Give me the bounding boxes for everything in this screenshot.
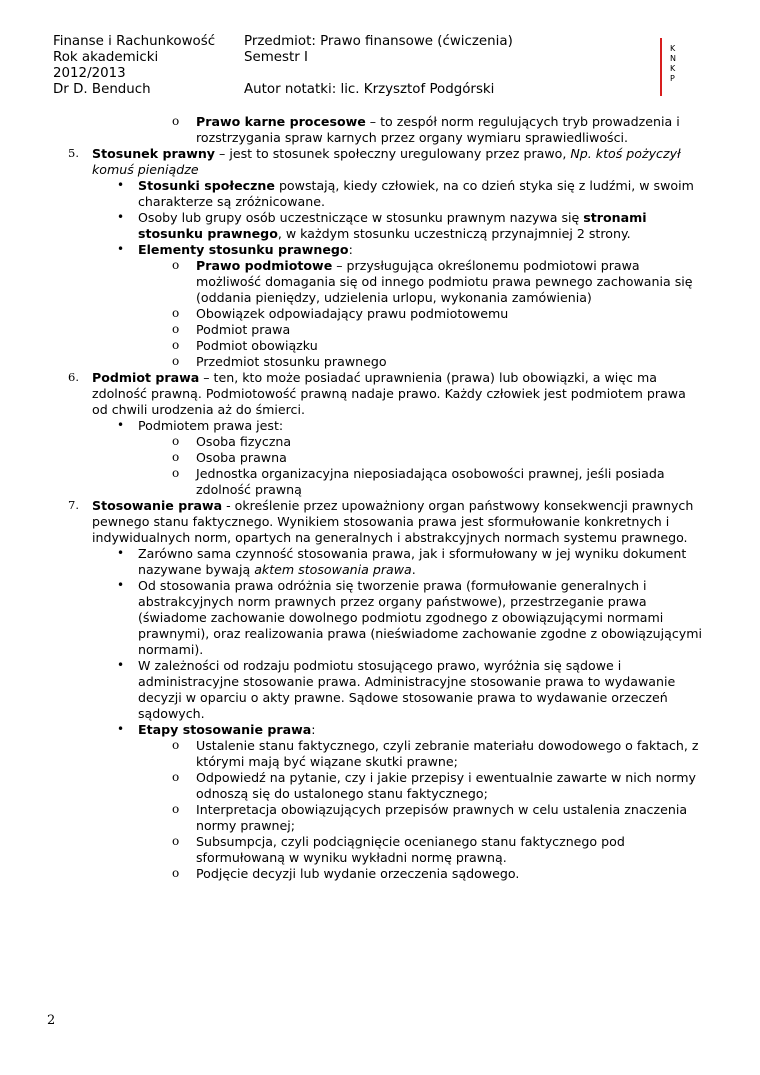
list-item: Jednostka organizacyjna nieposiadająca osobowości prawnej, jeśli posiada bbox=[196, 466, 665, 481]
list-item: Stosunki społeczne powstają, kiedy człowiek, na co dzień styka się z ludźmi, w swoim bbox=[138, 178, 694, 193]
section-continuation: od chwili urodzenia aż do śmierci. bbox=[92, 402, 305, 417]
list-item: Odpowiedź na pytanie, czy i jakie przepisy i ewentualnie zawarte w nich normy bbox=[196, 770, 697, 785]
list-item-continuation: odnoszą się do ustalonego stanu faktycznego; bbox=[196, 786, 488, 801]
bullet-marker: • bbox=[117, 722, 125, 736]
circle-marker: o bbox=[172, 354, 180, 368]
section-continuation: zdolność prawną. Podmiotowość prawną nadaje prawo. Każdy człowiek jest podmiotem prawa bbox=[92, 386, 686, 401]
knkp-logo: K N K P bbox=[670, 44, 676, 83]
list-item-continuation: (oddania pieniędzy, udzielenia urlopu, wykonania zamówienia) bbox=[196, 290, 592, 305]
list-item-continuation: stosunku prawnego, w każdym stosunku uczestniczą przynajmniej 2 strony. bbox=[138, 226, 631, 241]
list-item: Etapy stosowanie prawa: bbox=[138, 722, 316, 737]
bullet-marker: • bbox=[117, 658, 125, 672]
list-item: Osoby lub grupy osób uczestniczące w stosunku prawnym nazywa się stronami bbox=[138, 210, 647, 225]
list-item-continuation: nazywane bywają aktem stosowania prawa. bbox=[138, 562, 416, 577]
list-item-continuation: zdolność prawną bbox=[196, 482, 302, 497]
circle-marker: o bbox=[172, 738, 180, 752]
list-item: Osoba prawna bbox=[196, 450, 287, 465]
list-item: Interpretacja obowiązujących przepisów prawnych w celu ustalenia znaczenia bbox=[196, 802, 688, 817]
list-item: W zależności od rodzaju podmiotu stosującego prawo, wyróżnia się sądowe i bbox=[138, 658, 622, 673]
list-item-continuation: administracyjne stosowanie prawa. Administracyjne stosowanie prawa to wydawanie bbox=[138, 674, 676, 689]
section-example-continuation: komuś pieniądze bbox=[92, 162, 199, 177]
section-number: 5. bbox=[68, 146, 79, 160]
section-stosowanie-prawa: Stosowanie prawa - określenie przez upoważniony organ państwowy konsekwencji prawnych bbox=[92, 498, 694, 513]
circle-marker: o bbox=[172, 306, 180, 320]
header-academic-year: 2012/2013 bbox=[53, 66, 126, 81]
circle-marker: o bbox=[172, 322, 180, 336]
section-podmiot-prawa: Podmiot prawa – ten, kto może posiadać uprawnienia (prawa) lub obowiązki, a więc ma bbox=[92, 370, 657, 385]
list-item: Subsumpcja, czyli podciągnięcie ocenianego stanu faktycznego pod bbox=[196, 834, 625, 849]
list-item: Od stosowania prawa odróżnia się tworzenie prawa (formułowanie generalnych i bbox=[138, 578, 647, 593]
list-item: Zarówno sama czynność stosowania prawa, jak i sformułowany w jej wyniku dokument bbox=[138, 546, 687, 561]
list-item: Obowiązek odpowiadający prawu podmiotowemu bbox=[196, 306, 509, 321]
bullet-marker: • bbox=[117, 210, 125, 224]
list-item-continuation: normami). bbox=[138, 642, 204, 657]
circle-marker: o bbox=[172, 338, 180, 352]
circle-marker: o bbox=[172, 114, 180, 128]
list-item-continuation: sformułowaną w wyniku wykładni normę prawną. bbox=[196, 850, 507, 865]
header-subject: Przedmiot: Prawo finansowe (ćwiczenia) bbox=[244, 34, 513, 49]
list-item: Ustalenie stanu faktycznego, czyli zebranie materiału dowodowego o faktach, z bbox=[196, 738, 699, 753]
circle-marker: o bbox=[172, 866, 180, 880]
circle-marker: o bbox=[172, 434, 180, 448]
list-item: Elementy stosunku prawnego: bbox=[138, 242, 353, 257]
list-item-continuation: sądowych. bbox=[138, 706, 205, 721]
list-item-continuation: możliwość domagania się od innego podmiotu prawa pewnego zachowania się bbox=[196, 274, 693, 289]
list-item: Podmiotem prawa jest: bbox=[138, 418, 284, 433]
circle-marker: o bbox=[172, 802, 180, 816]
section-continuation: pewnego stanu faktycznego. Wynikiem stosowania prawa jest sformułowanie konkretnych i bbox=[92, 514, 670, 529]
list-item: Osoba fizyczna bbox=[196, 434, 292, 449]
list-item: Podmiot obowiązku bbox=[196, 338, 318, 353]
header-faculty: Finanse i Rachunkowość bbox=[53, 34, 216, 49]
list-item-continuation: normy prawnej; bbox=[196, 818, 296, 833]
section-number: 7. bbox=[68, 498, 79, 512]
circle-marker: o bbox=[172, 770, 180, 784]
list-item: Podjęcie decyzji lub wydanie orzeczenia sądowego. bbox=[196, 866, 520, 881]
list-item-continuation: prawnymi), oraz realizowania prawa (nieświadome zachowanie zgodne z obowiązującymi bbox=[138, 626, 702, 641]
list-item: Podmiot prawa bbox=[196, 322, 291, 337]
list-item-continuation: charakterze są zróżnicowane. bbox=[138, 194, 326, 209]
circle-marker: o bbox=[172, 450, 180, 464]
circle-marker: o bbox=[172, 258, 180, 272]
bullet-marker: • bbox=[117, 546, 125, 560]
page-number: 2 bbox=[47, 1013, 56, 1028]
list-item-continuation: (świadome zachowanie dowolnego podmiotu zgodnego z obowiązującymi normami bbox=[138, 610, 664, 625]
bullet-marker: • bbox=[117, 178, 125, 192]
bullet-marker: • bbox=[117, 242, 125, 256]
list-item-continuation: rozstrzygania spraw karnych przez organy wymiaru sprawiedliwości. bbox=[196, 130, 629, 145]
header-academic-year-label: Rok akademicki bbox=[53, 50, 159, 65]
section-stosunek-prawny: Stosunek prawny – jest to stosunek społeczny uregulowany przez prawo, Np. ktoś pożyczył bbox=[92, 146, 681, 161]
list-item: Przedmiot stosunku prawnego bbox=[196, 354, 387, 369]
bullet-marker: • bbox=[117, 578, 125, 592]
header-author: Autor notatki: lic. Krzysztof Podgórski bbox=[244, 82, 495, 97]
list-item: Prawo karne procesowe – to zespół norm regulujących tryb prowadzenia i bbox=[196, 114, 680, 129]
section-number: 6. bbox=[68, 370, 79, 384]
list-item: Prawo podmiotowe – przysługująca określonemu podmiotowi prawa bbox=[196, 258, 640, 273]
section-continuation: indywidualnych norm, opartych na generalnych i abstrakcyjnych normach systemu prawnego. bbox=[92, 530, 688, 545]
header-lecturer: Dr D. Benduch bbox=[53, 82, 151, 97]
logo-divider bbox=[660, 38, 662, 96]
circle-marker: o bbox=[172, 834, 180, 848]
list-item-continuation: którymi mają być wiązane skutki prawne; bbox=[196, 754, 458, 769]
list-item-continuation: decyzji w oparciu o akty prawne. Sądowe stosowanie prawa to wydawanie orzeczeń bbox=[138, 690, 668, 705]
circle-marker: o bbox=[172, 466, 180, 480]
list-item-continuation: abstrakcyjnych norm prawnych przez organy państwowe), przestrzeganie prawa bbox=[138, 594, 647, 609]
header-semester: Semestr I bbox=[244, 50, 308, 65]
bullet-marker: • bbox=[117, 418, 125, 432]
